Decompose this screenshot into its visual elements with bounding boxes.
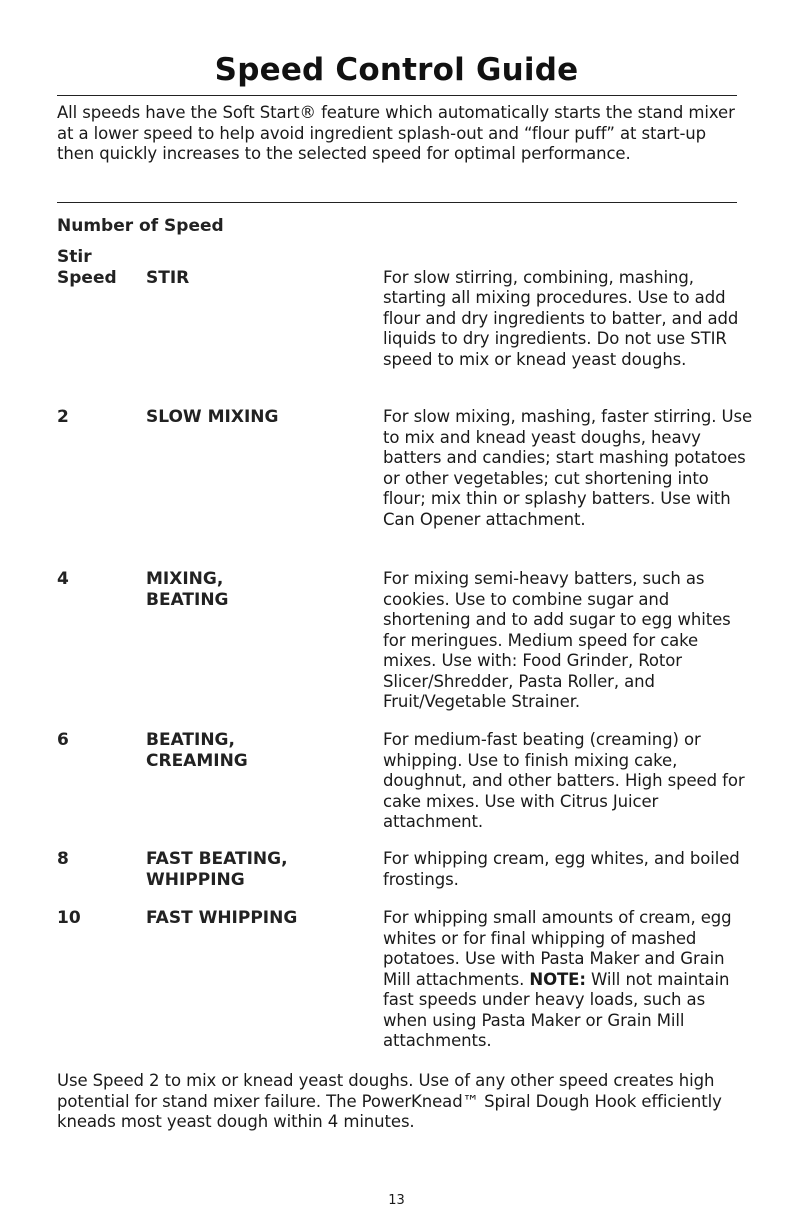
speed-name: FAST WHIPPING	[146, 908, 298, 928]
speed-description: For mixing semi-heavy batters, such as cookies. Use to combine sugar and shortening and to add sugar to egg whites for meringues. Medium speed for cake mixes. Use with: Food Grinder, Rotor Slicer/Shredder, Pasta Roller, and Fruit/Vegetable Strainer.	[383, 569, 731, 711]
intro-paragraph: All speeds have the Soft Start® feature which automatically starts the stand mixer at a lower speed to help avoid ingredient splash-out and “flour puff” at start-up then quickly increases to the selected speed for optimal performance.	[57, 103, 735, 163]
speed-number: 6	[57, 730, 69, 750]
note-label: NOTE:	[529, 969, 586, 989]
speed-number: 4	[57, 569, 69, 589]
speed-name: FAST BEATING, WHIPPING	[146, 849, 288, 890]
speed-number: Stir Speed	[57, 247, 117, 288]
speed-number: 2	[57, 407, 69, 427]
speed-number: 8	[57, 849, 69, 869]
speed-description-text: For whipping small amounts of cream, egg whites or for final whipping of mashed potatoes. Use with Pasta Maker and Grain Mill attachments.	[383, 908, 732, 989]
footer-note: Use Speed 2 to mix or knead yeast doughs. Use of any other speed creates high potential for stand mixer failure. The PowerKnead™ Spiral Dough Hook efficiently kneads most yeast dough within 4 minutes.	[57, 1071, 722, 1131]
title-rule	[57, 95, 737, 96]
intro-rule	[57, 202, 737, 203]
speed-description: For slow mixing, mashing, faster stirring. Use to mix and knead yeast doughs, heavy batters and candies; start mashing potatoes or other vegetables; cut shortening into flour; mix thin or splashy batters. Use with Can Opener attachment.	[383, 407, 753, 529]
speed-description: For whipping cream, egg whites, and boiled frostings.	[383, 849, 740, 889]
page-title: Speed Control Guide	[214, 52, 579, 88]
speed-description	[383, 908, 753, 1052]
speed-name: MIXING, BEATING	[146, 569, 229, 610]
speed-description: For medium-fast beating (creaming) or whipping. Use to finish mixing cake, doughnut, and other batters. High speed for cake mixes. Use with Citrus Juicer attachment.	[383, 730, 745, 831]
note-text: Will not maintain fast speeds under heavy loads, such as when using Pasta Maker or Grain Mill attachments.	[383, 969, 730, 1050]
speed-name: STIR	[146, 267, 190, 288]
page-number: 13	[388, 1193, 405, 1208]
speed-name: BEATING, CREAMING	[146, 730, 248, 771]
speed-number: 10	[57, 908, 81, 928]
speed-description: For slow stirring, combining, mashing, starting all mixing procedures. Use to add flour and dry ingredients to batter, and add liquids to dry ingredients. Do not use STIR speed to mix or knead yeast doughs.	[383, 267, 739, 369]
column-header: Number of Speed	[57, 216, 224, 236]
speed-name: SLOW MIXING	[146, 407, 279, 427]
